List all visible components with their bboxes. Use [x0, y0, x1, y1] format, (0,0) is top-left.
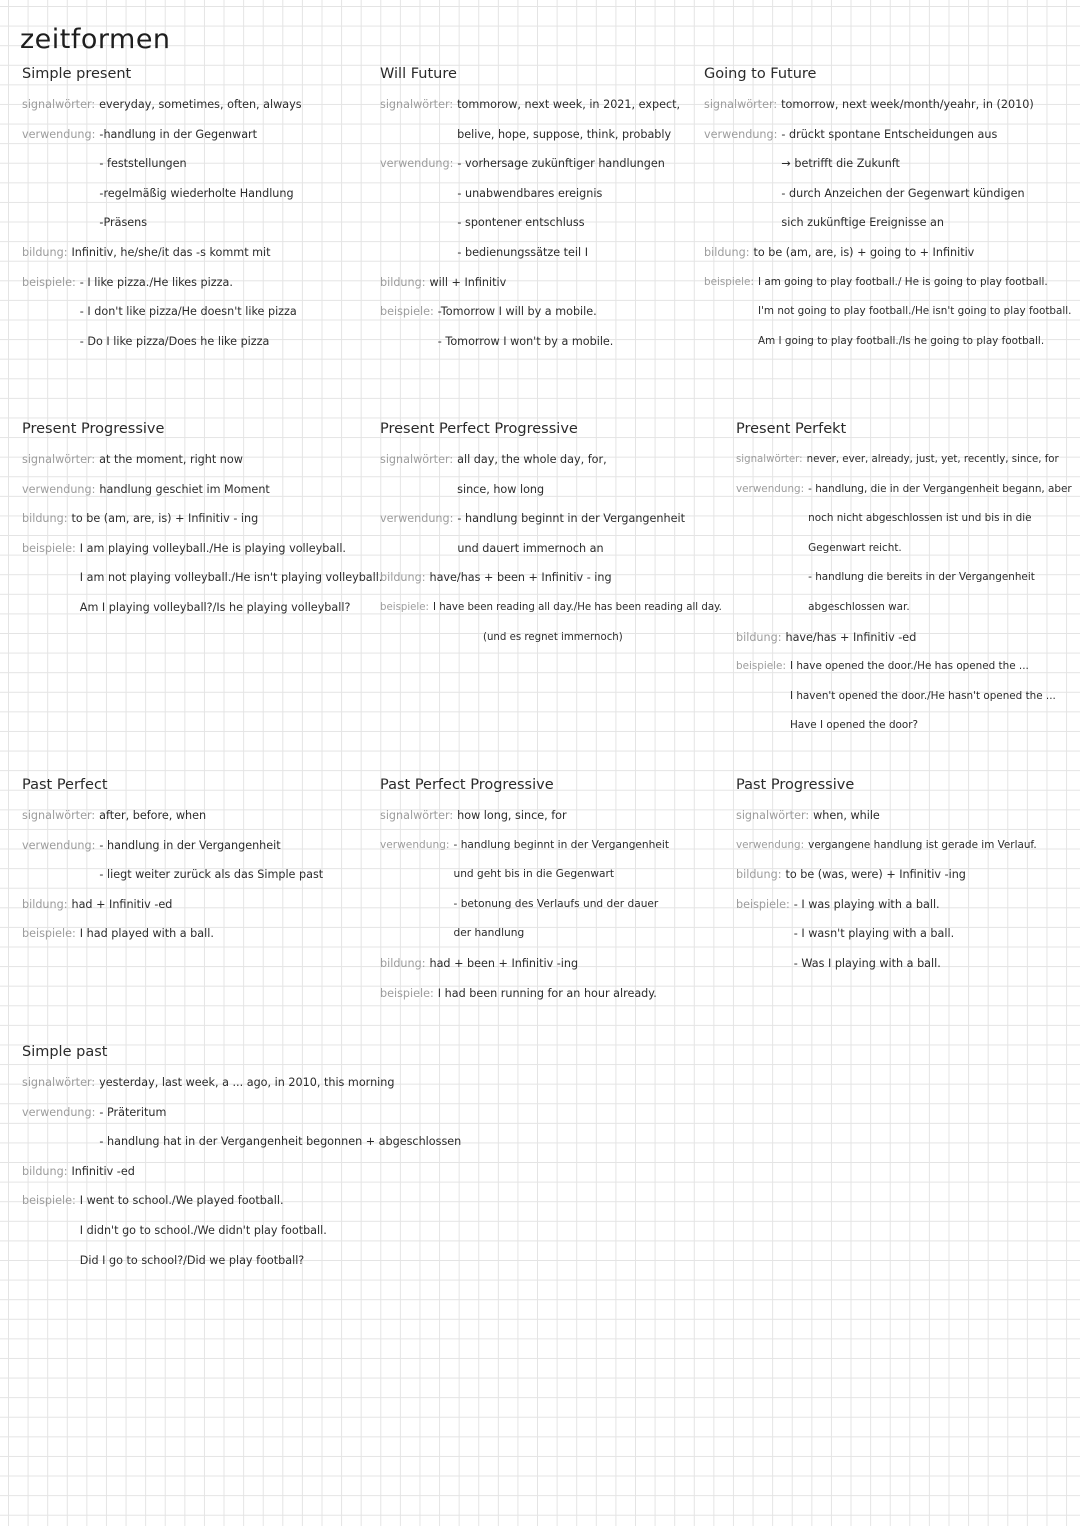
row-bildung: [704, 238, 1074, 268]
row-label: signalwörter :: [380, 445, 457, 475]
section-heading: Simple past: [22, 1044, 108, 1060]
row-bildung: [22, 504, 372, 534]
row-line: abgeschlossen war.: [808, 600, 910, 613]
row-line: -regelmäßig wiederholte Handlung: [99, 186, 294, 200]
row-verwendung: [22, 475, 372, 505]
row-verwendung: [380, 504, 730, 563]
row-label: signalwörter :: [22, 801, 99, 831]
row-verwendung: [704, 120, 1074, 238]
row-bildung: [22, 238, 362, 268]
row-label: verwendung :: [22, 120, 99, 150]
row-label: beispiele :: [736, 890, 794, 920]
row-line: -Präsens: [99, 216, 148, 230]
row-label: beispiele :: [736, 652, 790, 682]
row-label: bildung :: [704, 238, 753, 268]
row-bildung: [380, 563, 730, 593]
section-heading: Present Perfect Progressive: [380, 421, 578, 437]
row-line: - spontener entschluss: [457, 216, 585, 230]
row-line: Gegenwart reicht.: [808, 541, 902, 554]
row-line: had + Infinitiv -ed: [71, 897, 173, 911]
row-label: bildung :: [22, 504, 71, 534]
row-label: beispiele :: [22, 919, 80, 949]
row-line: -Tomorrow I will by a mobile.: [437, 305, 597, 319]
row-beispiele: [22, 1186, 582, 1275]
section-heading: Past Perfect Progressive: [380, 777, 554, 793]
section-heading: Present Progressive: [22, 421, 165, 437]
row-line: der handlung: [453, 927, 525, 940]
row-label: bildung :: [22, 238, 71, 268]
section-present-perfekt: [736, 418, 1074, 741]
row-label: verwendung :: [380, 504, 457, 534]
section-going-to-future: [704, 63, 1074, 356]
row-line: yesterday, last week, a ... ago, in 2010, this morning: [99, 1076, 395, 1089]
row-label: beispiele :: [380, 297, 438, 327]
row-line: noch nicht abgeschlossen ist und bis in die: [808, 512, 1032, 525]
row-line: - vorhersage zukünftiger handlungen: [457, 157, 665, 171]
row-label: verwendung :: [380, 149, 457, 179]
row-verwendung: [22, 1098, 582, 1157]
row-line: - Was I playing with a ball.: [793, 956, 941, 970]
row-line: tomorrow, next week/month/yeahr, in (2010): [781, 98, 1034, 111]
row-line: Infinitiv, he/she/it das -s kommt mit: [71, 245, 271, 259]
row-label: signalwörter :: [704, 90, 781, 120]
row-line: to be (am, are, is) + Infinitiv - ing: [71, 512, 259, 526]
row-line: - I don't like pizza/He doesn't like pizza: [79, 305, 297, 319]
row-signalwoerter: [704, 90, 1074, 120]
row-signalwoerter: [22, 445, 372, 475]
row-line: - I like pizza./He likes pizza.: [79, 275, 233, 289]
row-verwendung: [736, 475, 1074, 623]
row-line: Am I going to play football./Is he going to play football.: [757, 334, 1045, 347]
row-line: I am not playing volleyball./He isn't playing volleyball.: [79, 571, 383, 585]
row-label: bildung :: [380, 949, 429, 979]
row-signalwoerter: [380, 445, 730, 504]
row-line: I had been running for an hour already.: [437, 986, 657, 1000]
row-beispiele: [380, 297, 700, 356]
row-line: I had played with a ball.: [79, 927, 214, 941]
row-line: - handlung hat in der Vergangenheit begonnen + abgeschlossen: [99, 1135, 462, 1149]
row-line: will + Infinitiv: [429, 275, 507, 289]
row-label: bildung :: [736, 860, 785, 890]
page-title: zeitformen: [20, 24, 171, 55]
row-line: - I wasn't playing with a ball.: [793, 927, 955, 941]
row-beispiele: [704, 268, 1074, 357]
row-line: when, while: [813, 809, 880, 822]
row-line: I'm not going to play football./He isn't going to play football.: [757, 305, 1072, 318]
row-line: have/has + Infinitiv -ed: [785, 630, 917, 644]
row-label: bildung :: [736, 623, 785, 653]
row-bildung: [380, 268, 700, 298]
row-line: at the moment, right now: [99, 453, 243, 466]
section-present-perfect-progressive: [380, 418, 730, 652]
row-line: sich zukünftige Ereignisse an: [781, 216, 944, 230]
row-signalwoerter: [736, 801, 1074, 831]
row-label: bildung :: [22, 890, 71, 920]
row-label: verwendung :: [704, 120, 781, 150]
section-heading: Going to Future: [704, 66, 817, 82]
row-line: - handlung beginnt in der Vergangenheit: [457, 512, 685, 526]
row-label: beispiele :: [22, 1186, 80, 1216]
row-verwendung: [736, 831, 1074, 861]
row-verwendung: [380, 831, 730, 949]
row-line: tommorow, next week, in 2021, expect,: [457, 98, 681, 111]
section-simple-present: [22, 63, 362, 356]
row-signalwoerter: [22, 1068, 582, 1098]
section-simple-past: [22, 1041, 582, 1275]
row-line: - I was playing with a ball.: [793, 897, 940, 911]
row-line: - drückt spontane Entscheidungen aus: [781, 127, 998, 141]
row-line: I am going to play football./ He is going to play football.: [757, 275, 1048, 288]
row-label: verwendung :: [22, 1098, 99, 1128]
row-bildung: [22, 890, 362, 920]
row-line: Am I playing volleyball?/Is he playing volleyball?: [79, 600, 351, 614]
row-label: bildung :: [22, 1157, 71, 1187]
row-line: I didn't go to school./We didn't play football.: [79, 1223, 327, 1237]
row-line: - durch Anzeichen der Gegenwart kündigen: [781, 186, 1025, 200]
section-will-future: [380, 63, 700, 356]
row-line: I went to school./We played football.: [79, 1194, 284, 1208]
row-line: - Do I like pizza/Does he like pizza: [79, 334, 270, 348]
row-label: verwendung :: [736, 475, 808, 505]
row-line: und geht bis in die Gegenwart: [453, 868, 614, 881]
row-beispiele: [22, 268, 362, 357]
row-label: bildung :: [380, 563, 429, 593]
row-beispiele: [380, 593, 730, 652]
row-line: handlung geschiet im Moment: [99, 482, 270, 496]
row-line: → betrifft die Zukunft: [781, 157, 900, 171]
row-line: everyday, sometimes, often, always: [99, 98, 302, 111]
section-present-progressive: [22, 418, 383, 623]
row-line: vergangene handlung ist gerade im Verlauf.: [808, 838, 1037, 851]
row-beispiele: [380, 979, 730, 1009]
row-label: beispiele :: [22, 534, 80, 564]
row-beispiele: [736, 652, 1074, 741]
row-line: Infinitiv -ed: [71, 1164, 135, 1178]
row-line: how long, since, for: [457, 809, 567, 822]
row-line: und dauert immernoch an: [457, 541, 604, 555]
row-line: I have opened the door./He has opened the ...: [789, 660, 1029, 673]
row-line: - liegt weiter zurück als das Simple past: [99, 868, 324, 882]
row-bildung: [736, 623, 1074, 653]
section-heading: Simple present: [22, 66, 132, 82]
row-line: Have I opened the door?: [789, 719, 919, 732]
row-line: since, how long: [457, 482, 545, 496]
row-verwendung: [22, 120, 362, 238]
row-line: have/has + been + Infinitiv - ing: [429, 571, 612, 585]
section-past-perfect-progressive: [380, 774, 730, 1008]
row-label: verwendung :: [22, 831, 99, 861]
row-label: signalwörter :: [380, 801, 457, 831]
section-past-progressive: [736, 774, 1074, 979]
row-line: -handlung in der Gegenwart: [99, 127, 258, 141]
row-signalwoerter: [380, 90, 700, 149]
row-line: - handlung in der Vergangenheit: [99, 838, 281, 852]
row-label: signalwörter :: [736, 801, 813, 831]
row-verwendung: [380, 149, 700, 267]
section-past-perfect: [22, 774, 362, 949]
row-line: all day, the whole day, for,: [457, 453, 607, 466]
row-label: beispiele :: [380, 593, 433, 623]
row-label: verwendung :: [22, 475, 99, 505]
section-heading: Past Perfect: [22, 777, 108, 793]
row-label: beispiele :: [380, 979, 438, 1009]
row-line: I am playing volleyball./He is playing volleyball.: [79, 541, 346, 555]
row-line: to be (was, were) + Infinitiv -ing: [785, 868, 966, 882]
row-label: signalwörter :: [380, 90, 457, 120]
section-heading: Present Perfekt: [736, 421, 847, 437]
row-line: I haven't opened the door./He hasn't opened the ...: [789, 689, 1056, 702]
row-verwendung: [22, 831, 362, 890]
row-signalwoerter: [380, 801, 730, 831]
row-label: beispiele :: [22, 268, 80, 298]
row-label: verwendung :: [736, 831, 808, 861]
row-label: bildung :: [380, 268, 429, 298]
row-line: belive, hope, suppose, think, probably: [457, 127, 672, 141]
row-line: had + been + Infinitiv -ing: [429, 956, 579, 970]
row-line: - handlung beginnt in der Vergangenheit: [453, 838, 669, 851]
row-line: after, before, when: [99, 809, 207, 822]
row-line: Did I go to school?/Did we play football?: [79, 1253, 305, 1267]
row-signalwoerter: [22, 90, 362, 120]
row-line: - betonung des Verlaufs und der dauer: [453, 897, 659, 910]
row-signalwoerter: [736, 445, 1074, 475]
row-label: signalwörter :: [22, 90, 99, 120]
section-heading: Will Future: [380, 66, 457, 82]
row-label: beispiele :: [704, 268, 758, 298]
row-line: I have been reading all day./He has been reading all day.: [432, 601, 722, 613]
row-signalwoerter: [22, 801, 362, 831]
row-line: - unabwendbares ereignis: [457, 186, 603, 200]
row-line: never, ever, already, just, yet, recently, since, for: [806, 454, 1059, 465]
row-line: - feststellungen: [99, 157, 187, 171]
row-line: to be (am, are, is) + going to + Infinitiv: [753, 245, 975, 259]
row-label: signalwörter :: [22, 1068, 99, 1098]
row-line: (und es regnet immernoch): [482, 631, 623, 643]
row-label: signalwörter :: [22, 445, 99, 475]
row-line: - bedienungssätze teil I: [457, 245, 589, 259]
row-beispiele: [22, 534, 383, 623]
row-line: - handlung die bereits in der Vergangenheit: [808, 571, 1035, 584]
row-bildung: [380, 949, 730, 979]
row-beispiele: [736, 890, 1074, 979]
section-heading: Past Progressive: [736, 777, 855, 793]
row-line: - Präteritum: [99, 1105, 167, 1119]
row-line: - Tomorrow I won't by a mobile.: [437, 334, 614, 348]
row-line: - handlung, die in der Vergangenheit begann, aber: [808, 482, 1072, 495]
row-label: signalwörter :: [736, 445, 807, 475]
row-beispiele: [22, 919, 362, 949]
row-label: verwendung :: [380, 831, 454, 861]
row-bildung: [22, 1157, 582, 1187]
row-bildung: [736, 860, 1074, 890]
